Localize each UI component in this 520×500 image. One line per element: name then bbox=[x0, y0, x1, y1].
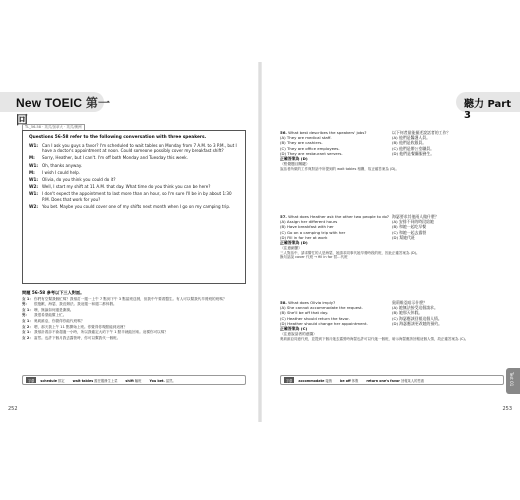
dialogue-text: You bet. Maybe you could cover one of my shifts next month when I go on my camping trip. bbox=[42, 204, 231, 210]
explanation-text: 三人對話中，請求幫忙的人是海瑟，她請求同事代她早餐時段的班，因此正確答案為 (D)。 bbox=[280, 250, 420, 255]
question-number: 57. bbox=[280, 214, 287, 219]
translation-line bbox=[22, 330, 246, 335]
speaker-label: 女 1： bbox=[22, 307, 33, 312]
vocab-meaning: 排定 bbox=[58, 378, 65, 383]
correct-answer: 正確答案為 (D) bbox=[280, 156, 308, 162]
option-zh: (A) 他們是醫護人員。 bbox=[392, 135, 431, 141]
option-zh: (B) 他們是收銀員。 bbox=[392, 140, 427, 146]
conversation-box bbox=[22, 130, 246, 284]
dialogue-text: Can I ask you guys a favor? I'm scheduled to wait tables on Monday from 7 A.M. to 3 P.M., but I have a doctor's appointment at noon. Could someone possibly cover my breakfast shift? bbox=[42, 142, 237, 154]
dialogue-line bbox=[29, 177, 239, 183]
vocab-item bbox=[340, 378, 358, 383]
vocab-word: wait tables bbox=[72, 378, 94, 383]
right-page-header bbox=[456, 92, 520, 121]
option-en: (D) Heather should change her appointment. bbox=[280, 320, 368, 326]
vocab-word: accommodate bbox=[298, 378, 325, 383]
correct-answer: 正確答案為 (C) bbox=[280, 326, 308, 332]
dialogue-text: I wish I could help. bbox=[42, 169, 81, 175]
vocab-meaning: 回報某人的恩惠 bbox=[400, 378, 425, 383]
translation-section bbox=[22, 290, 246, 341]
answer-option bbox=[280, 151, 508, 156]
option-zh: (B) 她那天休假。 bbox=[392, 310, 423, 316]
option-en: (D) They are restaurant servers. bbox=[280, 150, 343, 156]
translation-text: 奧莉維亞，你覺得你能代班嗎？ bbox=[34, 318, 85, 323]
page-number-right: 253 bbox=[502, 406, 512, 412]
translation-text: 噢，無論如何還是謝謝。 bbox=[34, 307, 74, 312]
option-zh: (C) 和她一起去露營 bbox=[392, 229, 427, 235]
dialogue-text: Oh, thanks anyway. bbox=[42, 162, 83, 168]
translation-text: 當然。也許下個月我去露營時，你可以幫我代一個班。 bbox=[34, 335, 121, 340]
translation-line bbox=[22, 313, 246, 318]
option-zh: (D) 他們是餐廳服務生。 bbox=[392, 150, 435, 156]
vocab-meaning: 輪班 bbox=[134, 378, 142, 383]
explanation-title: 〈注意細節〉 bbox=[280, 245, 303, 250]
book-spread bbox=[0, 62, 520, 422]
paraphrase-note: 換句話說 cover 代班 → fill in for 替…代班 bbox=[280, 255, 348, 260]
question-number: 58. bbox=[280, 300, 287, 305]
translation-text: 很抱歉，海瑟，我沒辦法。我這週一和週二都休假。 bbox=[34, 302, 117, 307]
dialogue-line bbox=[29, 170, 239, 176]
speaker-label: 女 2： bbox=[22, 335, 33, 340]
page-number-left: 252 bbox=[8, 406, 18, 412]
right-page bbox=[260, 62, 520, 422]
translation-text: 我很希望能幫上忙。 bbox=[34, 313, 67, 318]
dialogue-text: Well, I start my shift at 11 A.M. that day. What time do you think you can be here? bbox=[42, 184, 211, 190]
option-en: (B) Have breakfast with her bbox=[280, 224, 334, 230]
option-en: (C) They are office employees. bbox=[280, 145, 340, 151]
option-en: (D) Fill in for her at work bbox=[280, 234, 328, 240]
vocab-word: return one's favor bbox=[366, 378, 400, 383]
option-en: (A) They are medical staff. bbox=[280, 135, 332, 141]
explanation-text: 奧莉維亞同意代班，並提到下個月她去露營時海瑟也許可以代她一個班，暗示海瑟應該回報這個人情，故正確答案為 (C)。 bbox=[280, 336, 469, 341]
question-block bbox=[280, 300, 508, 341]
vocab-meaning: 當然。 bbox=[165, 378, 176, 383]
question-en: What best describes the speakers' jobs? bbox=[288, 130, 367, 135]
translation-line bbox=[22, 297, 246, 302]
option-zh: (C) 海瑟應該回報這個人情。 bbox=[392, 315, 442, 321]
option-en: (B) She'll be off that day. bbox=[280, 310, 329, 316]
vocab-word: be off bbox=[339, 378, 351, 383]
question-zh: 海瑟要求其他兩人做什麼？ bbox=[392, 214, 439, 219]
speaker-label: 男： bbox=[22, 313, 30, 318]
vocab-tag: 字彙 bbox=[286, 378, 293, 383]
dialogue-line bbox=[29, 163, 239, 169]
right-header-title: 聽力 Part 3 bbox=[464, 99, 512, 121]
speaker-label: 女 2： bbox=[22, 324, 33, 329]
speaker-label: M: bbox=[29, 169, 35, 175]
answer-option bbox=[280, 321, 508, 326]
side-tab-label: Test 01 bbox=[509, 372, 514, 387]
dialogue-line bbox=[29, 155, 239, 161]
header-en: New TOEIC bbox=[16, 96, 83, 110]
option-zh: (A) 她無法接受這個請求。 bbox=[392, 305, 438, 311]
vocab-tag: 字彙 bbox=[28, 378, 35, 383]
audio-track-tag: TL_56-58 · 英式/加拿大 · 英式/澳洲 bbox=[22, 124, 85, 131]
translation-text: 你們有空幫我個忙嗎？我預訂一週一上午 7 點到下午 3 點當班送餐，但我中午要看醫生。有人可以幫我代早餐班的班嗎？ bbox=[34, 296, 227, 301]
option-zh: (A) 安排不同的時段給她 bbox=[392, 219, 434, 225]
vocab-word: shift bbox=[125, 378, 134, 383]
test-side-tab bbox=[506, 368, 520, 394]
vocab-item bbox=[366, 378, 424, 383]
speaker-label: W1: bbox=[29, 191, 39, 197]
question-en: What does Olivia imply? bbox=[288, 300, 336, 305]
speaker-label: 女 1： bbox=[22, 318, 33, 323]
vocab-item bbox=[73, 378, 118, 383]
translation-line bbox=[22, 325, 246, 330]
explanation-title: 〈察覺題目關鍵〉 bbox=[280, 161, 310, 166]
dialogue-text: Olivia, do you think you could do it? bbox=[42, 176, 116, 182]
speaker-label: W2: bbox=[29, 184, 39, 190]
vocab-item bbox=[40, 378, 64, 383]
translation-text: 我預計看診不會超過一小時，所以我確定大約下午 1 點半就能回來。這樣你可以嗎？ bbox=[34, 330, 168, 335]
vocab-meaning: 擔任服務生上菜 bbox=[94, 378, 118, 383]
dialogue-line bbox=[29, 143, 239, 154]
translation-header: 問題 56-58 參考以下三人對話。 bbox=[22, 290, 85, 295]
translation-text: 嗯，那天我上午 11 點開始上班。你覺得你幾點能到這裡？ bbox=[34, 324, 128, 329]
left-header-title bbox=[16, 94, 118, 128]
explanation-title: 〈注意說話者的意圖〉 bbox=[280, 331, 317, 336]
option-en: (A) She cannot accommodate the request. bbox=[280, 305, 363, 311]
speaker-label: 女 1： bbox=[22, 296, 33, 301]
speaker-label: 男： bbox=[22, 302, 30, 307]
dialogue-line bbox=[29, 184, 239, 190]
dialogue-text: Sorry, Heather, but I can't. I'm off both Monday and Tuesday this week. bbox=[42, 155, 188, 161]
left-page bbox=[0, 62, 260, 422]
option-en: (B) They are cashiers. bbox=[280, 140, 323, 146]
vocab-item bbox=[149, 378, 175, 383]
answer-option bbox=[280, 235, 508, 240]
speaker-label: W1: bbox=[29, 142, 39, 148]
option-zh: (D) 海瑟應該更改她的預約。 bbox=[392, 320, 443, 326]
dialogue-list bbox=[29, 143, 239, 210]
header-zh: 第一回 bbox=[16, 96, 111, 127]
speaker-label: W2: bbox=[29, 204, 39, 210]
speaker-label: 女 1： bbox=[22, 330, 33, 335]
question-zh: 奧莉維亞暗示什麼？ bbox=[392, 300, 428, 305]
option-en: (A) Assign her different hours bbox=[280, 219, 338, 225]
dialogue-line bbox=[29, 204, 239, 210]
vocab-box-left bbox=[22, 375, 246, 385]
question-zh: 以下何者最能描述說話者的工作？ bbox=[392, 130, 451, 135]
translation-line bbox=[22, 336, 246, 341]
vocab-meaning: 接納 bbox=[325, 378, 332, 383]
dialogue-line bbox=[29, 191, 239, 202]
option-en: (C) Go on a camping trip with her bbox=[280, 229, 346, 235]
vocab-word: schedule bbox=[40, 378, 57, 383]
question-block bbox=[280, 130, 508, 171]
question-block bbox=[280, 214, 508, 260]
question-header: Questions 56-58 refer to the following conversation with three speakers. bbox=[29, 135, 207, 140]
explanation-text: 說話者所做的工作與對話中所提到的 wait tables 相關，故正確答案為 (D)。 bbox=[280, 166, 399, 171]
question-en: What does Heather ask the other two people to do? bbox=[288, 214, 389, 219]
vocab-meaning: 休假 bbox=[351, 378, 359, 383]
option-zh: (B) 和她一起吃早餐 bbox=[392, 224, 427, 230]
translation-line bbox=[22, 319, 246, 324]
question-number: 56. bbox=[280, 130, 287, 135]
correct-answer: 正確答案為 (D) bbox=[280, 240, 308, 246]
vocab-word: You bet. bbox=[149, 378, 165, 383]
vocab-item bbox=[298, 378, 332, 383]
option-zh: (C) 他們是辦公室職員。 bbox=[392, 145, 435, 151]
speaker-label: W1: bbox=[29, 162, 39, 168]
translation-line bbox=[22, 302, 246, 307]
speaker-label: W1: bbox=[29, 176, 39, 182]
speaker-label: M: bbox=[29, 155, 35, 161]
vocab-item bbox=[125, 378, 141, 383]
option-en: (C) Heather should return the favor. bbox=[280, 315, 350, 321]
option-zh: (D) 幫她代班 bbox=[392, 234, 415, 240]
dialogue-text: I don't expect the appointment to last more than an hour, so I'm sure I'll be in by about 1:30 P.M. Does that work for you? bbox=[42, 191, 232, 202]
vocab-box-right bbox=[280, 375, 504, 385]
translation-list bbox=[22, 297, 246, 341]
